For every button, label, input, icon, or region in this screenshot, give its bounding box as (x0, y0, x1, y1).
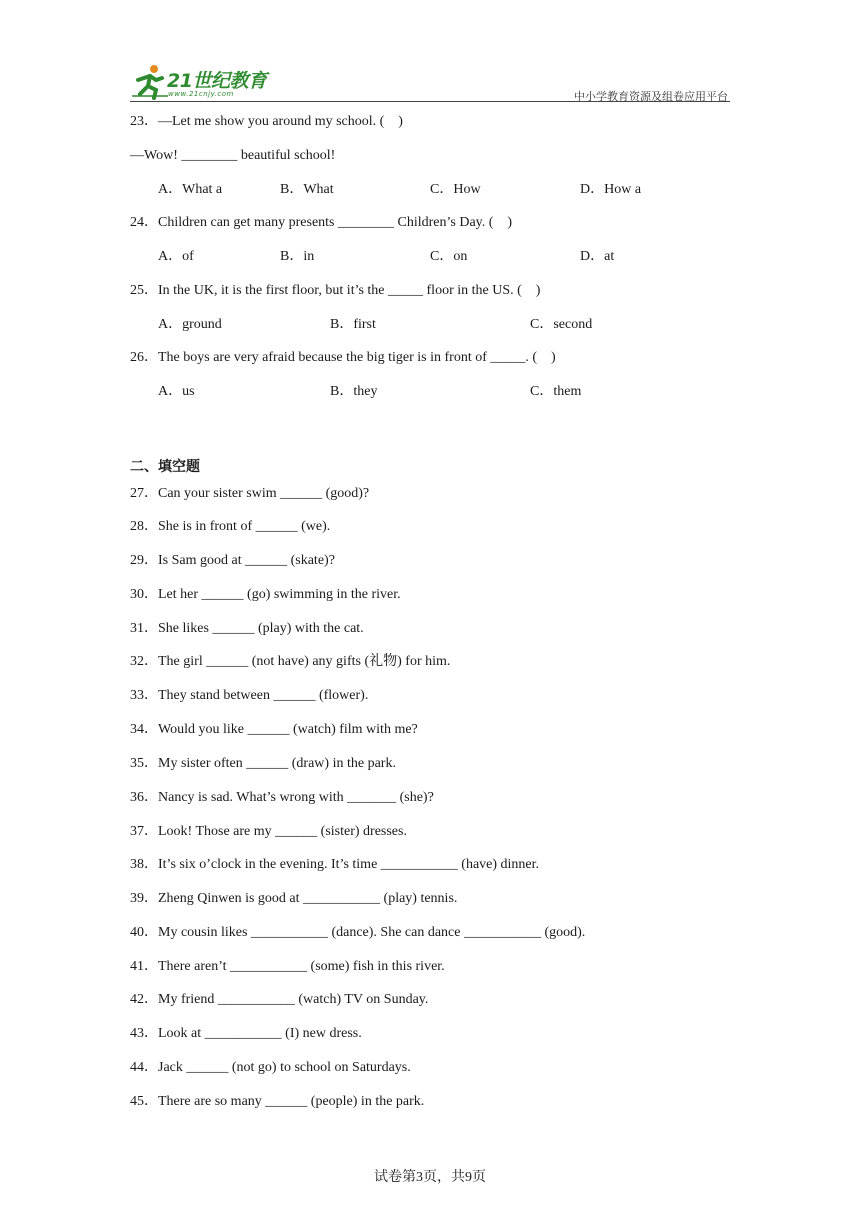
question-45: 45．There are so many ______ (people) in the park. (130, 1094, 425, 1109)
question-41: 41．There aren’t ___________ (some) fish in this river. (130, 959, 445, 974)
question-23-option-b: B．What (280, 182, 334, 197)
runner-logo-icon (130, 62, 170, 100)
question-39: 39．Zheng Qinwen is good at ___________ (play) tennis. (130, 891, 458, 906)
question-25-option-b: B．first (330, 317, 376, 332)
question-38: 38．It’s six o’clock in the evening. It’s time ___________ (have) dinner. (130, 857, 540, 872)
question-43: 43．Look at ___________ (I) new dress. (130, 1026, 362, 1041)
question-23-stem-line2: —Wow! ________ beautiful school! (130, 148, 336, 163)
brand-url: www.21cnjy.com (168, 90, 234, 98)
header-tagline: 中小学教育资源及组卷应用平台 (574, 90, 728, 103)
question-25-option-c: C．second (530, 317, 593, 332)
question-24-stem: 24．Children can get many presents ________ Children’s Day. ( ) (130, 215, 513, 230)
question-26-option-c: C．them (530, 384, 582, 399)
question-42: 42．My friend ___________ (watch) TV on Sunday. (130, 992, 429, 1007)
question-35: 35．My sister often ______ (draw) in the park. (130, 756, 396, 771)
question-27: 27．Can your sister swim ______ (good)? (130, 486, 370, 501)
question-24-option-b: B．in (280, 249, 315, 264)
question-31: 31．She likes ______ (play) with the cat. (130, 621, 364, 636)
question-37: 37．Look! Those are my ______ (sister) dresses. (130, 824, 407, 839)
logo (130, 62, 280, 100)
question-24-option-d: D．at (580, 249, 615, 264)
question-33: 33．They stand between ______ (flower). (130, 688, 369, 703)
question-36: 36．Nancy is sad. What’s wrong with _______ (she)? (130, 790, 434, 805)
question-26-option-b: B．they (330, 384, 378, 399)
page-footer: 试卷第3页，共9页 (374, 1170, 486, 1185)
question-32: 32．The girl ______ (not have) any gifts (礼物) for him. (130, 654, 451, 669)
header-divider (130, 101, 730, 102)
question-29: 29．Is Sam good at ______ (skate)? (130, 553, 335, 568)
question-26-option-a: A．us (158, 384, 195, 399)
question-23-option-a: A．What a (158, 182, 223, 197)
page-header (130, 62, 730, 104)
question-25-option-a: A．ground (158, 317, 222, 332)
question-23-stem: 23．—Let me show you around my school. ( ) (130, 114, 403, 129)
question-34: 34．Would you like ______ (watch) film with me? (130, 722, 418, 737)
question-25-stem: 25．In the UK, it is the first floor, but it’s the _____ floor in the US. ( ) (130, 283, 541, 298)
question-26-stem: 26．The boys are very afraid because the big tiger is in front of _____. ( ) (130, 350, 556, 365)
question-23-option-c: C．How (430, 182, 481, 197)
question-40: 40．My cousin likes ___________ (dance). She can dance ___________ (good). (130, 925, 586, 940)
question-28: 28．She is in front of ______ (we). (130, 519, 331, 534)
question-23-option-d: D．How a (580, 182, 642, 197)
section-title: 二、填空题 (130, 459, 200, 475)
brand-name: 21世纪教育 (167, 70, 267, 92)
question-24-option-c: C．on (430, 249, 468, 264)
question-44: 44．Jack ______ (not go) to school on Saturdays. (130, 1060, 411, 1075)
question-30: 30．Let her ______ (go) swimming in the river. (130, 587, 401, 602)
question-24-option-a: A．of (158, 249, 194, 264)
